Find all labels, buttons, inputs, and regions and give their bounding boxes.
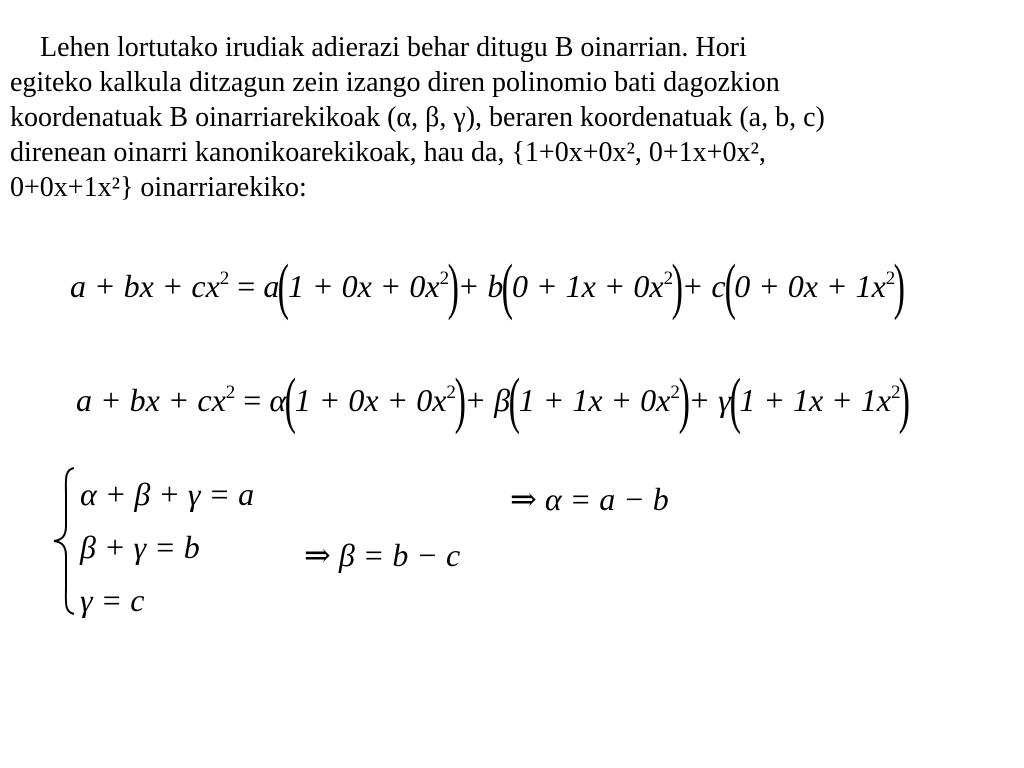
eq2-lhs: a + bx + cx (76, 382, 226, 418)
eq2-term-3-exponent: 2 (890, 382, 901, 403)
eq1-lhs: a + bx + cx (70, 268, 220, 304)
eq2-coef-3: + γ (688, 382, 731, 418)
eq2-term-1-exponent: 2 (446, 382, 456, 403)
paragraph-line-4: direnean oinarri kanonikoarekikoak, hau da, {1+0x+0x², 0+1x+0x², (10, 137, 766, 168)
result-beta: ⇒ β = b − c (304, 537, 461, 573)
result-alpha: ⇒ α = a − b (510, 481, 669, 517)
system-brace-icon (50, 466, 80, 616)
eq1-paren-close-1: ) (447, 253, 460, 321)
eq2-term-3: 1 + 1x + 1x (739, 382, 891, 418)
eq1-coef-3: + c (681, 268, 726, 304)
eq1-term-2: 0 + 1x + 0x (512, 268, 664, 304)
eq1-coef-2: + b (457, 268, 504, 304)
eq2-equals: = (235, 382, 270, 418)
eq2-paren-open-1: ( (284, 367, 297, 435)
equation-basis-b (76, 367, 911, 435)
system-row-1: α + β + γ = a (80, 476, 255, 512)
eq1-paren-open-2: ( (501, 253, 514, 321)
paragraph-line-1: Lehen lortutako irudiak adierazi behar ditugu B oinarrian. Hori (40, 32, 747, 63)
system-row-3: γ = c (80, 582, 145, 618)
eq1-lhs-exponent: 2 (219, 268, 230, 289)
eq2-lhs-exponent: 2 (225, 382, 236, 403)
paragraph-line-5: 0+0x+1x²} oinarriarekiko: (10, 172, 307, 203)
eq1-equals: = (229, 268, 264, 304)
eq1-coef-1: a (263, 268, 280, 304)
paragraph-line-3: koordenatuak B oinarriarekikoak (α, β, γ), beraren koordenatuak (a, b, c) (10, 102, 825, 133)
eq2-paren-open-3: ( (729, 367, 741, 435)
eq1-paren-open-3: ( (724, 253, 736, 321)
eq1-term-3: 0 + 0x + 1x (734, 268, 886, 304)
eq2-paren-open-2: ( (508, 367, 521, 435)
eq1-term-2-exponent: 2 (663, 268, 674, 289)
eq1-term-3-exponent: 2 (885, 268, 896, 289)
eq2-paren-close-2: ) (678, 367, 690, 435)
eq1-paren-open-1: ( (277, 253, 290, 321)
eq2-term-1: 1 + 0x + 0x (294, 382, 447, 418)
system-row-2: β + γ = b (80, 529, 200, 565)
eq2-term-2: 1 + 1x + 0x (518, 382, 671, 418)
eq2-paren-close-1: ) (454, 367, 466, 435)
intro-paragraph (10, 30, 1018, 205)
eq1-paren-close-3: ) (893, 253, 906, 321)
eq1-paren-close-2: ) (671, 253, 684, 321)
eq2-term-2-exponent: 2 (670, 382, 680, 403)
eq1-term-1: 1 + 0x + 0x (288, 268, 440, 304)
eq2-coef-1: α (269, 382, 287, 418)
eq1-term-1-exponent: 2 (439, 268, 450, 289)
paragraph-line-2: egiteko kalkula ditzagun zein izango diren polinomio bati dagozkion (10, 67, 780, 98)
eq2-coef-2: + β (464, 382, 511, 418)
equation-canonical (70, 253, 906, 321)
eq2-paren-close-3: ) (899, 367, 911, 435)
